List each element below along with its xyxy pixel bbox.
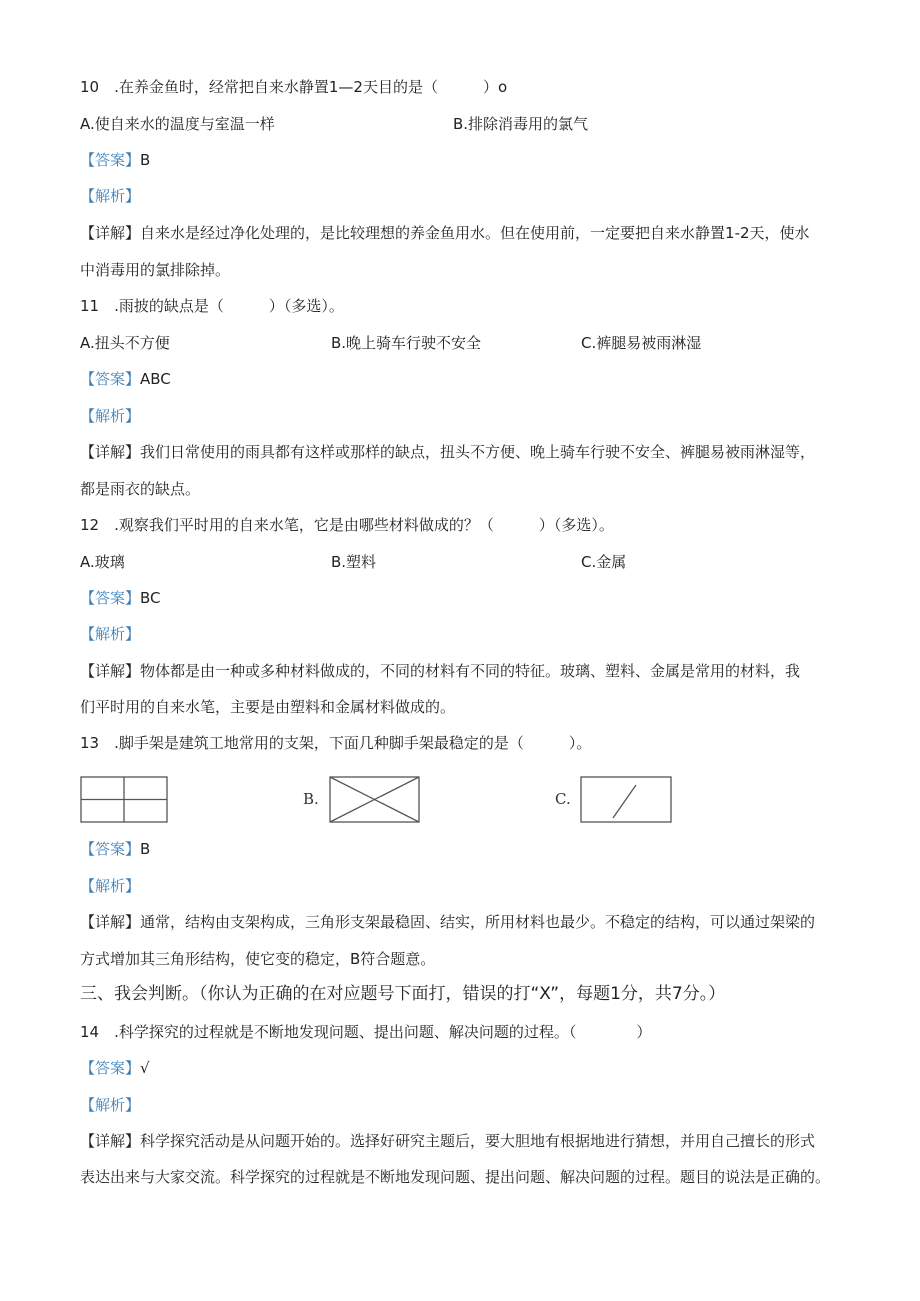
q12-option-b: B.塑料: [331, 553, 377, 571]
q14-detail-line-2: 表达出来与大家交流。科学探究的过程就是不断地发现问题、提出问题、解决问题的过程。题目的说法是正确的。: [80, 1168, 831, 1186]
q14-analysis: [80, 1095, 140, 1115]
answer-value: √: [140, 1059, 150, 1077]
q13-detail-line-2: 方式增加其三角形结构，使它变的稳定，B符合题意。: [80, 950, 436, 968]
q13-detail-line-1: [80, 912, 815, 932]
q13-answer: [80, 839, 150, 859]
q11-option-a: A.扭头不方便: [80, 334, 170, 352]
q11-stem: 11 .雨披的缺点是（ ）（多选）。: [80, 297, 344, 315]
q12-detail-line-2: 们平时用的自来水笔，主要是由塑料和金属材料做成的。: [80, 698, 456, 716]
analysis-tag: 【解析】: [80, 877, 141, 895]
q14-answer: [80, 1058, 150, 1078]
detail-text: 自来水是经过净化处理的，是比较理想的养金鱼用水。但在使用前，一定要把自来水静置1-2天，使水: [140, 224, 810, 242]
q12-option-a: A.玻璃: [80, 553, 125, 571]
q10-stem: 10 .在养金鱼时，经常把自来水静置1—2天目的是（ ）o: [80, 78, 508, 96]
detail-text: 通常，结构由支架构成，三角形支架最稳固、结实，所用材料也最少。不稳定的结构，可以通过架梁的: [140, 913, 816, 931]
q10-detail-line-2: 中消毒用的氯排除掉。: [80, 261, 231, 279]
q12-analysis: [80, 624, 140, 644]
analysis-tag: 【解析】: [80, 625, 141, 643]
scaffold-figure-b: [329, 776, 421, 824]
detail-text: 科学探究活动是从问题开始的。选择好研究主题后，要大胆地有根据地进行猜想，并用自己擅长的形式: [140, 1132, 816, 1150]
answer-value: ABC: [140, 370, 171, 388]
q11-option-c: C.裤腿易被雨淋湿: [581, 334, 702, 352]
answer-tag: 【答案】: [80, 840, 141, 858]
detail-tag: 【详解】: [80, 224, 141, 242]
analysis-tag: 【解析】: [80, 407, 141, 425]
detail-text: 我们日常使用的雨具都有这样或那样的缺点，扭头不方便、晚上骑车行驶不安全、裤腿易被雨淋湿等，: [140, 443, 816, 461]
detail-tag: 【详解】: [80, 443, 141, 461]
q12-answer: [80, 588, 161, 608]
answer-value: B: [140, 151, 151, 169]
detail-tag: 【详解】: [80, 662, 141, 680]
section-3-title: 三、我会判断。（你认为正确的在对应题号下面打，错误的打“X”，每题1分，共7分。）: [80, 984, 726, 1004]
q11-detail-line-2: 都是雨衣的缺点。: [80, 480, 201, 498]
q10-answer: [80, 150, 150, 170]
q11-analysis: [80, 406, 140, 426]
q12-option-c: C.金属: [581, 553, 627, 571]
answer-tag: 【答案】: [80, 370, 141, 388]
answer-value: BC: [140, 589, 161, 607]
q10-detail-line-1: [80, 223, 810, 243]
answer-tag: 【答案】: [80, 151, 141, 169]
q10-option-a: A.使自来水的温度与室温一样: [80, 115, 275, 133]
scaffold-figure-b-label: B.: [303, 790, 319, 808]
q11-option-b: B.晚上骑车行驶不安全: [331, 334, 482, 352]
q13-stem: 13 .脚手架是建筑工地常用的支架，下面几种脚手架最稳定的是（ ）。: [80, 734, 592, 752]
scaffold-figure-a: [80, 776, 168, 824]
q14-detail-line-1: [80, 1131, 815, 1151]
analysis-tag: 【解析】: [80, 187, 141, 205]
q13-analysis: [80, 876, 140, 896]
answer-value: B: [140, 840, 151, 858]
q14-stem: 14 .科学探究的过程就是不断地发现问题、提出问题、解决问题的过程。（ ）: [80, 1023, 652, 1041]
detail-tag: 【详解】: [80, 913, 141, 931]
detail-tag: 【详解】: [80, 1132, 141, 1150]
q11-detail-line-1: [80, 442, 815, 462]
answer-tag: 【答案】: [80, 589, 141, 607]
answer-tag: 【答案】: [80, 1059, 141, 1077]
q10-analysis: [80, 186, 140, 206]
scaffold-figure-c-label: C.: [555, 790, 571, 808]
q10-option-b: B.排除消毒用的氯气: [453, 115, 589, 133]
q12-detail-line-1: [80, 661, 800, 681]
scaffold-figure-c: [580, 776, 673, 824]
q12-stem: 12 .观察我们平时用的自来水笔，它是由哪些材料做成的？（ ）（多选）。: [80, 516, 614, 534]
q11-answer: [80, 369, 171, 389]
analysis-tag: 【解析】: [80, 1096, 141, 1114]
detail-text: 物体都是由一种或多种材料做成的，不同的材料有不同的特征。玻璃、塑料、金属是常用的材料，我: [140, 662, 801, 680]
